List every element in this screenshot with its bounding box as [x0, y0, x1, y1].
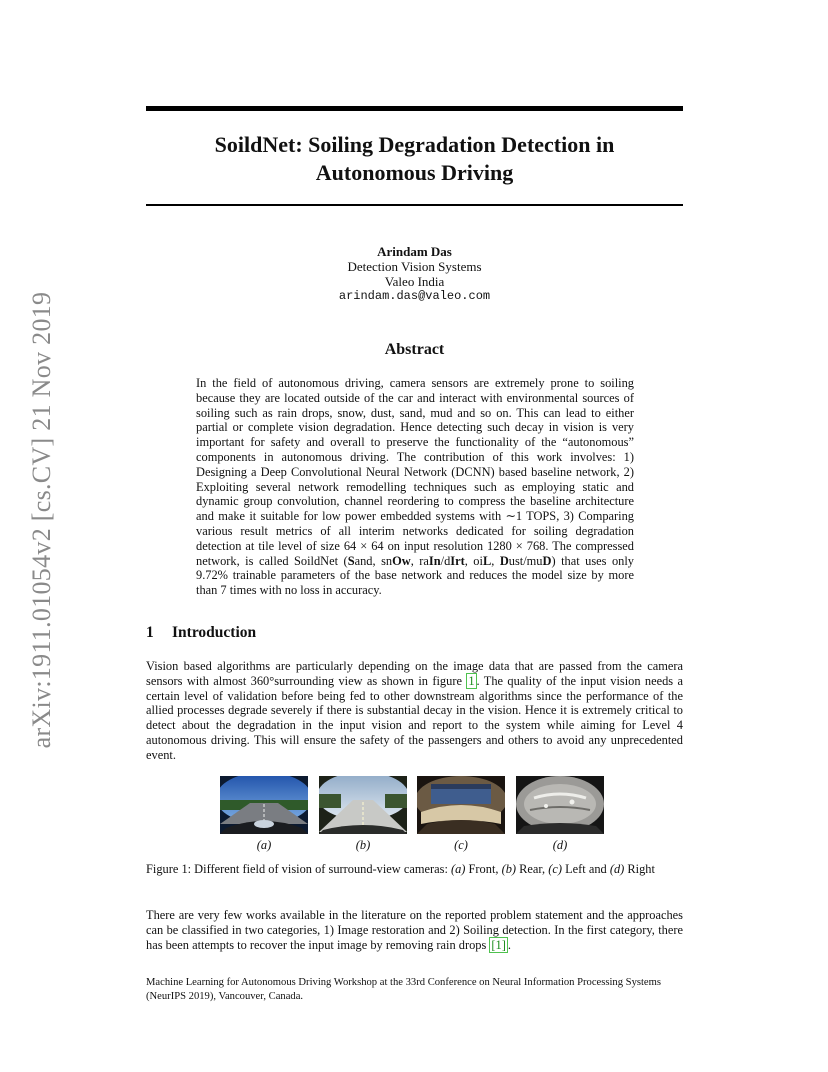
abstract-body: [196, 376, 634, 598]
caption-rear: Rear,: [516, 862, 549, 876]
intro-text-2: . The quality of the input vision needs a certain level of validation before being fed to other downstream algorithms since the performance of the allied processes degrade severely if there is substantial decay in the vision. Hence it is extremely critical to detect about the degradation in the input vision and report to the system while aiming for Level 4 autonomous driving. This will ensure the safety of the passengers and others to avoid any unprecedented event.: [146, 673, 684, 762]
section-heading-introduction: [146, 624, 683, 642]
abstract-tail: ) that uses only 9.72% trainable parameters of the base network and reduces the model size by more than 7 times with no loss in accuracy.: [196, 553, 635, 598]
abstract-fragment-6: ust/mu: [508, 553, 543, 568]
title-top-rule: [146, 106, 683, 111]
title-line-2: Autonomous Driving: [315, 160, 514, 185]
author-block: [146, 244, 683, 304]
caption-label-c: (c): [548, 862, 562, 876]
caption-prefix: Figure 1: Different field of vision of surround-view cameras:: [146, 862, 451, 876]
figure-image-right: [516, 776, 604, 834]
paper-title: [146, 131, 683, 187]
abstract-fragment-4: , oi: [464, 553, 483, 568]
citation-link[interactable]: [1]: [491, 937, 506, 952]
title-bottom-rule: [146, 204, 683, 206]
figure-reference-link[interactable]: 1: [468, 673, 475, 688]
title-line-1: SoildNet: Soiling Degradation Detection in: [214, 132, 615, 157]
figure-image-rear: [319, 776, 407, 834]
para2-end: .: [507, 937, 511, 952]
sub-label-c: (c): [454, 838, 468, 852]
caption-front: Front,: [465, 862, 502, 876]
acronym-irt: Irt: [450, 553, 465, 568]
caption-label-b: (b): [501, 862, 517, 876]
section-title: Introduction: [172, 624, 257, 641]
sub-label-b: (b): [355, 838, 371, 852]
author-affiliation-2: Valeo India: [384, 274, 445, 289]
caption-label-a: (a): [450, 862, 466, 876]
acronym-in: In: [428, 553, 441, 568]
abstract-text: In the field of autonomous driving, camera sensors are extremely prone to soiling because they are located outside of the car and interact with environmental sources of soiling such as rain drops, snow, dust, sand, mud and so on. This can lead to either partial or complete vision degradation. Hence detecting such decay in vision is very important for safety and overall to preserve the functionality of the “autonomous” components in autonomous driving. The contribution of this work involves: 1) Designing a Deep Convolutional Neural Network (DCNN) based baseline network, 2) Exploiting several network remodelling techniques such as employing static and dynamic group convolution, channel reordering to compress the baseline architecture and make it suitable for low power embedded systems with ∼1 TOPS, 3) Comparing various result metrics of all interim networks dedicated for soiling degradation detection at tile level of size 64 × 64 on input resolution 1280 × 768. The compressed network, is called SoildNet (: [196, 376, 634, 568]
arxiv-identifier: arXiv:1911.01054v2 [cs.CV] 21 Nov 2019: [27, 291, 56, 749]
abstract-fragment-3: /d: [440, 553, 451, 568]
acronym-l: L: [482, 553, 492, 568]
intro-paragraph: [146, 659, 683, 763]
sub-label-a: (a): [256, 838, 272, 852]
arxiv-stamp: [22, 280, 62, 760]
body-paragraph-2: [146, 908, 683, 952]
para2-text: There are very few works available in the literature on the reported problem statement and the approaches can be classified in two categories, 1) Image restoration and 2) Soiling detection. In the first category, there has been attempts to recover the input image by removing rain drops: [146, 908, 683, 952]
abstract-fragment-1: and, sn: [354, 553, 393, 568]
abstract-fragment-5: ,: [491, 553, 500, 568]
caption-right: Right: [624, 862, 655, 876]
figure-image-front: [220, 776, 308, 834]
abstract-fragment-2: , ra: [410, 553, 429, 568]
figure-sub-labels: [220, 838, 612, 854]
caption-label-d: (d): [609, 862, 625, 876]
acronym-s: S: [347, 553, 355, 568]
section-number: 1: [146, 624, 154, 641]
sub-label-d: (d): [552, 838, 568, 852]
acronym-d2: D: [542, 553, 552, 568]
intro-text-1: Vision based algorithms are particularly depending on the image data that are passed from the camera sensors with almost 360°surrounding view as shown in figure: [146, 659, 683, 688]
figure-caption: [146, 862, 683, 877]
figure-image-left: [417, 776, 505, 834]
author-name: Arindam Das: [377, 244, 452, 259]
venue-footnote: Machine Learning for Autonomous Driving Workshop at the 33rd Conference on Neural Information Processing Systems (NeurIPS 2019), Vancouver, Canada.: [146, 977, 661, 1002]
caption-left: Left and: [562, 862, 610, 876]
acronym-d: D: [499, 553, 509, 568]
author-email: arindam.das@valeo.com: [338, 289, 491, 303]
author-affiliation-1: Detection Vision Systems: [347, 259, 482, 274]
figure-1-images: [220, 776, 612, 834]
abstract-heading: Abstract: [384, 341, 445, 358]
acronym-ow: Ow: [392, 553, 411, 568]
